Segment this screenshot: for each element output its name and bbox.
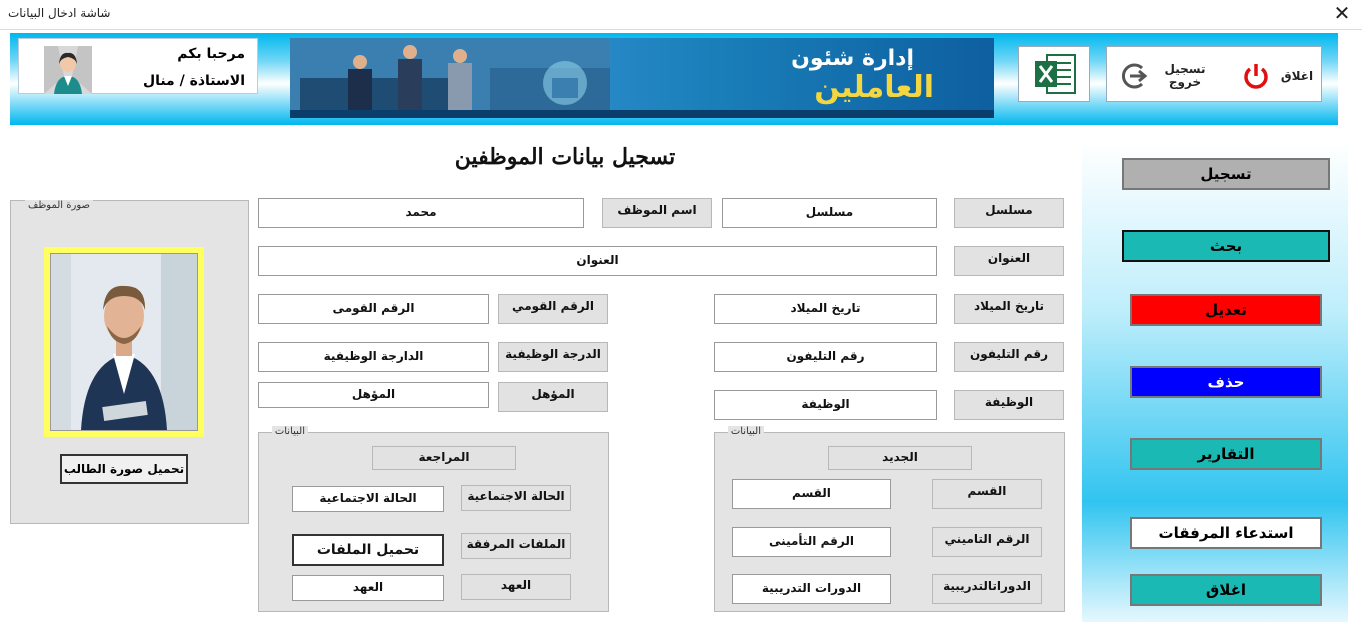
review-group	[258, 426, 609, 612]
logout-label-line1: تسجيل	[1164, 62, 1206, 76]
welcome-text	[143, 41, 245, 95]
employee-photo-image	[51, 254, 197, 430]
custody-field[interactable]: العهد	[292, 575, 444, 601]
load-photo-button[interactable]: تحميل صورة الطالب	[60, 454, 188, 484]
serial-label: مسلسل	[954, 198, 1064, 228]
insurance-number-label: الرقم التاميني	[932, 527, 1042, 557]
new-header-label: الجديد	[828, 446, 972, 470]
new-data-group-caption: البيانات	[728, 426, 764, 437]
welcome-box	[18, 38, 258, 94]
birth-date-label: تاريخ الميلاد	[954, 294, 1064, 324]
qualification-label: المؤهل	[498, 382, 608, 412]
page-title: تسجيل بيانات الموظفين	[454, 144, 676, 170]
employee-photo	[44, 247, 204, 437]
national-id-field[interactable]: الرقم القومى	[258, 294, 489, 324]
job-label: الوظيفة	[954, 390, 1064, 420]
banner-title-line2: العاملين	[814, 70, 934, 105]
reports-button[interactable]: التقارير	[1130, 438, 1322, 470]
avatar	[44, 46, 92, 94]
logout-label-line2: خروج	[1168, 75, 1202, 89]
employee-name-label: اسم الموظف	[602, 198, 712, 228]
shutdown-label: اغلاق	[1280, 69, 1314, 83]
training-courses-label: الدوراتالتدريبية	[932, 574, 1042, 604]
search-button[interactable]: بحث	[1122, 230, 1330, 262]
department-label: القسم	[932, 479, 1042, 509]
birth-date-field[interactable]: تاريخ الميلاد	[714, 294, 937, 324]
logout-label	[1157, 63, 1213, 89]
phone-field[interactable]: رقم التليفون	[714, 342, 937, 372]
close-form-button[interactable]: اغلاق	[1130, 574, 1322, 606]
grade-label: الدرجة الوظيفية	[498, 342, 608, 372]
insurance-number-field[interactable]: الرقم التأمينى	[732, 527, 891, 557]
training-courses-field[interactable]: الدورات التدريبية	[732, 574, 891, 604]
session-controls	[1106, 46, 1322, 102]
register-button[interactable]: تسجيل	[1122, 158, 1330, 190]
serial-field[interactable]: مسلسل	[722, 198, 937, 228]
window-title: شاشة ادخال البيانات	[8, 6, 111, 20]
marital-status-field[interactable]: الحالة الاجتماعية	[292, 486, 444, 512]
attachments-label: الملفات المرفقة	[461, 533, 571, 559]
actions-panel	[1082, 142, 1348, 622]
address-label: العنوان	[954, 246, 1064, 276]
window-titlebar	[0, 0, 1362, 30]
delete-button[interactable]: حذف	[1130, 366, 1322, 398]
excel-icon	[1033, 53, 1077, 95]
header-banner	[290, 38, 994, 118]
welcome-user: الاستاذة / منال	[142, 73, 245, 89]
welcome-greeting: مرحبا بكم	[177, 46, 245, 62]
power-icon	[1241, 61, 1271, 91]
job-field[interactable]: الوظيفة	[714, 390, 937, 420]
grade-field[interactable]: الدارجة الوظيفية	[258, 342, 489, 372]
employee-name-field[interactable]: محمد	[258, 198, 584, 228]
upload-files-button[interactable]: تحميل الملفات	[292, 534, 444, 566]
department-field[interactable]: القسم	[732, 479, 891, 509]
phone-label: رقم التليفون	[954, 342, 1064, 372]
review-group-caption: البيانات	[272, 426, 308, 437]
photo-panel-caption: صورة الموظف	[25, 200, 93, 211]
close-icon[interactable]: ✕	[1333, 1, 1351, 25]
new-data-group	[714, 426, 1065, 612]
edit-button[interactable]: تعديل	[1130, 294, 1322, 326]
logout-icon	[1121, 61, 1151, 91]
national-id-label: الرقم القومي	[498, 294, 608, 324]
marital-status-label: الحالة الاجتماعية	[461, 485, 571, 511]
recall-attachments-button[interactable]: استدعاء المرفقات	[1130, 517, 1322, 549]
address-field[interactable]: العنوان	[258, 246, 937, 276]
qualification-field[interactable]: المؤهل	[258, 382, 489, 408]
shutdown-button[interactable]	[1237, 55, 1317, 95]
custody-label: العهد	[461, 574, 571, 600]
logout-button[interactable]	[1121, 55, 1221, 95]
review-header-label: المراجعة	[372, 446, 516, 470]
excel-export-button[interactable]	[1018, 46, 1090, 102]
banner-title-line1: إدارة شئون	[791, 46, 914, 71]
